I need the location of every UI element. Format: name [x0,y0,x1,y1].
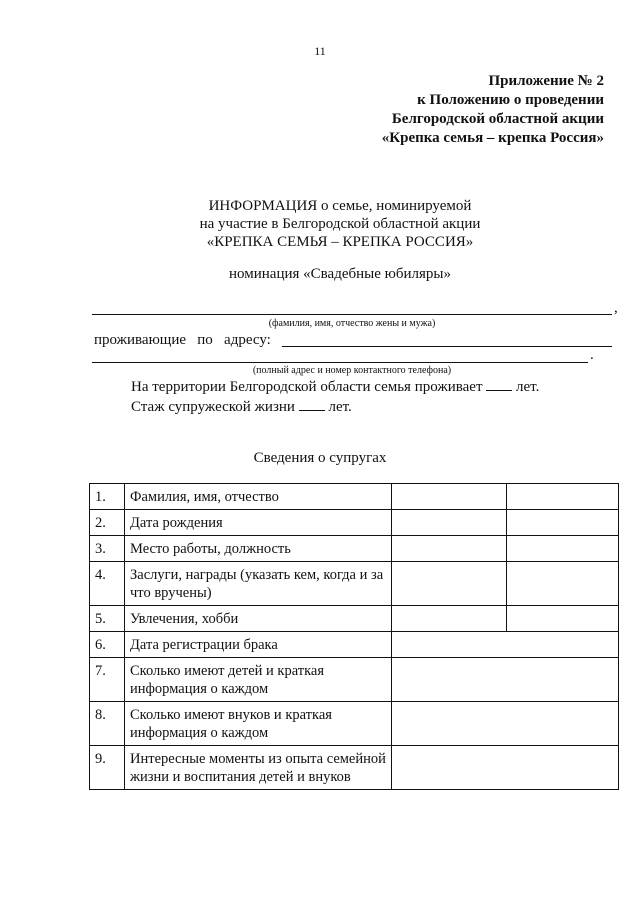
wife-cell[interactable] [392,484,507,510]
row-label: Увлечения, хобби [125,606,392,632]
row-number: 9. [90,746,125,790]
name-caption: (фамилия, имя, отчество жены и мужа) [268,318,436,329]
husband-cell[interactable] [507,510,619,536]
husband-cell[interactable] [507,562,619,606]
address-caption: (полный адрес и номер контактного телефона) [252,365,452,376]
husband-cell[interactable] [507,484,619,510]
residence-years-blank[interactable] [486,378,512,391]
row-label: Сколько имеют внуков и краткая информация о каждом [125,702,392,746]
marriage-line [131,398,352,416]
title-line-3: «КРЕПКА СЕМЬЯ – КРЕПКА РОССИЯ» [206,234,474,250]
residence-text: На территории Белгородской области семья проживает [131,379,483,395]
row-number: 8. [90,702,125,746]
name-field-line[interactable] [92,314,612,315]
appendix-line-3: Белгородской областной акции [391,111,604,127]
section-title: Сведения о супругах [253,450,387,466]
row-label: Заслуги, награды (указать кем, когда и за что вручены) [125,562,392,606]
address-field-line-2[interactable] [92,362,588,363]
row-number: 1. [90,484,125,510]
table-row [90,746,619,790]
table-row [90,484,619,510]
table-row [90,536,619,562]
address-label: проживающие по адресу: [94,332,271,348]
row-label: Дата рождения [125,510,392,536]
shared-cell[interactable] [392,702,619,746]
row-number: 5. [90,606,125,632]
appendix-header [284,72,604,148]
row-label: Дата регистрации брака [125,632,392,658]
title-line-1: ИНФОРМАЦИЯ о семье, номинируемой [208,198,472,214]
row-label: Фамилия, имя, отчество [125,484,392,510]
wife-cell[interactable] [392,606,507,632]
appendix-line-4: «Крепка семья – крепка Россия» [381,130,604,146]
wife-cell[interactable] [392,562,507,606]
row-number: 4. [90,562,125,606]
row-number: 2. [90,510,125,536]
appendix-line-1: Приложение № 2 [488,73,604,89]
marriage-years-blank[interactable] [299,398,325,411]
table-row [90,702,619,746]
row-number: 3. [90,536,125,562]
shared-cell[interactable] [392,658,619,702]
residence-years-word: лет. [516,379,540,395]
title-line-2: на участие в Белгородской областной акции [199,216,481,232]
name-line-comma: , [614,300,618,316]
table-row [90,562,619,606]
row-number: 6. [90,632,125,658]
address-line-period: . [590,347,594,363]
document-title [180,197,500,251]
shared-cell[interactable] [392,632,619,658]
table-row [90,632,619,658]
marriage-years-word: лет. [328,399,352,415]
row-label: Место работы, должность [125,536,392,562]
table-row [90,606,619,632]
husband-cell[interactable] [507,536,619,562]
husband-cell[interactable] [507,606,619,632]
table-row [90,658,619,702]
address-field-line-1[interactable] [282,346,612,347]
nomination: номинация «Свадебные юбиляры» [229,266,451,282]
row-label: Интересные моменты из опыта семейной жизни и воспитания детей и внуков [125,746,392,790]
wife-cell[interactable] [392,536,507,562]
row-number: 7. [90,658,125,702]
table-row [90,510,619,536]
page-number: 11 [314,44,326,58]
shared-cell[interactable] [392,746,619,790]
row-label: Сколько имеют детей и краткая информация о каждом [125,658,392,702]
appendix-line-2: к Положению о проведении [417,92,604,108]
marriage-text: Стаж супружеской жизни [131,399,295,415]
residence-line [131,378,539,396]
wife-cell[interactable] [392,510,507,536]
spouse-info-table [89,483,619,790]
